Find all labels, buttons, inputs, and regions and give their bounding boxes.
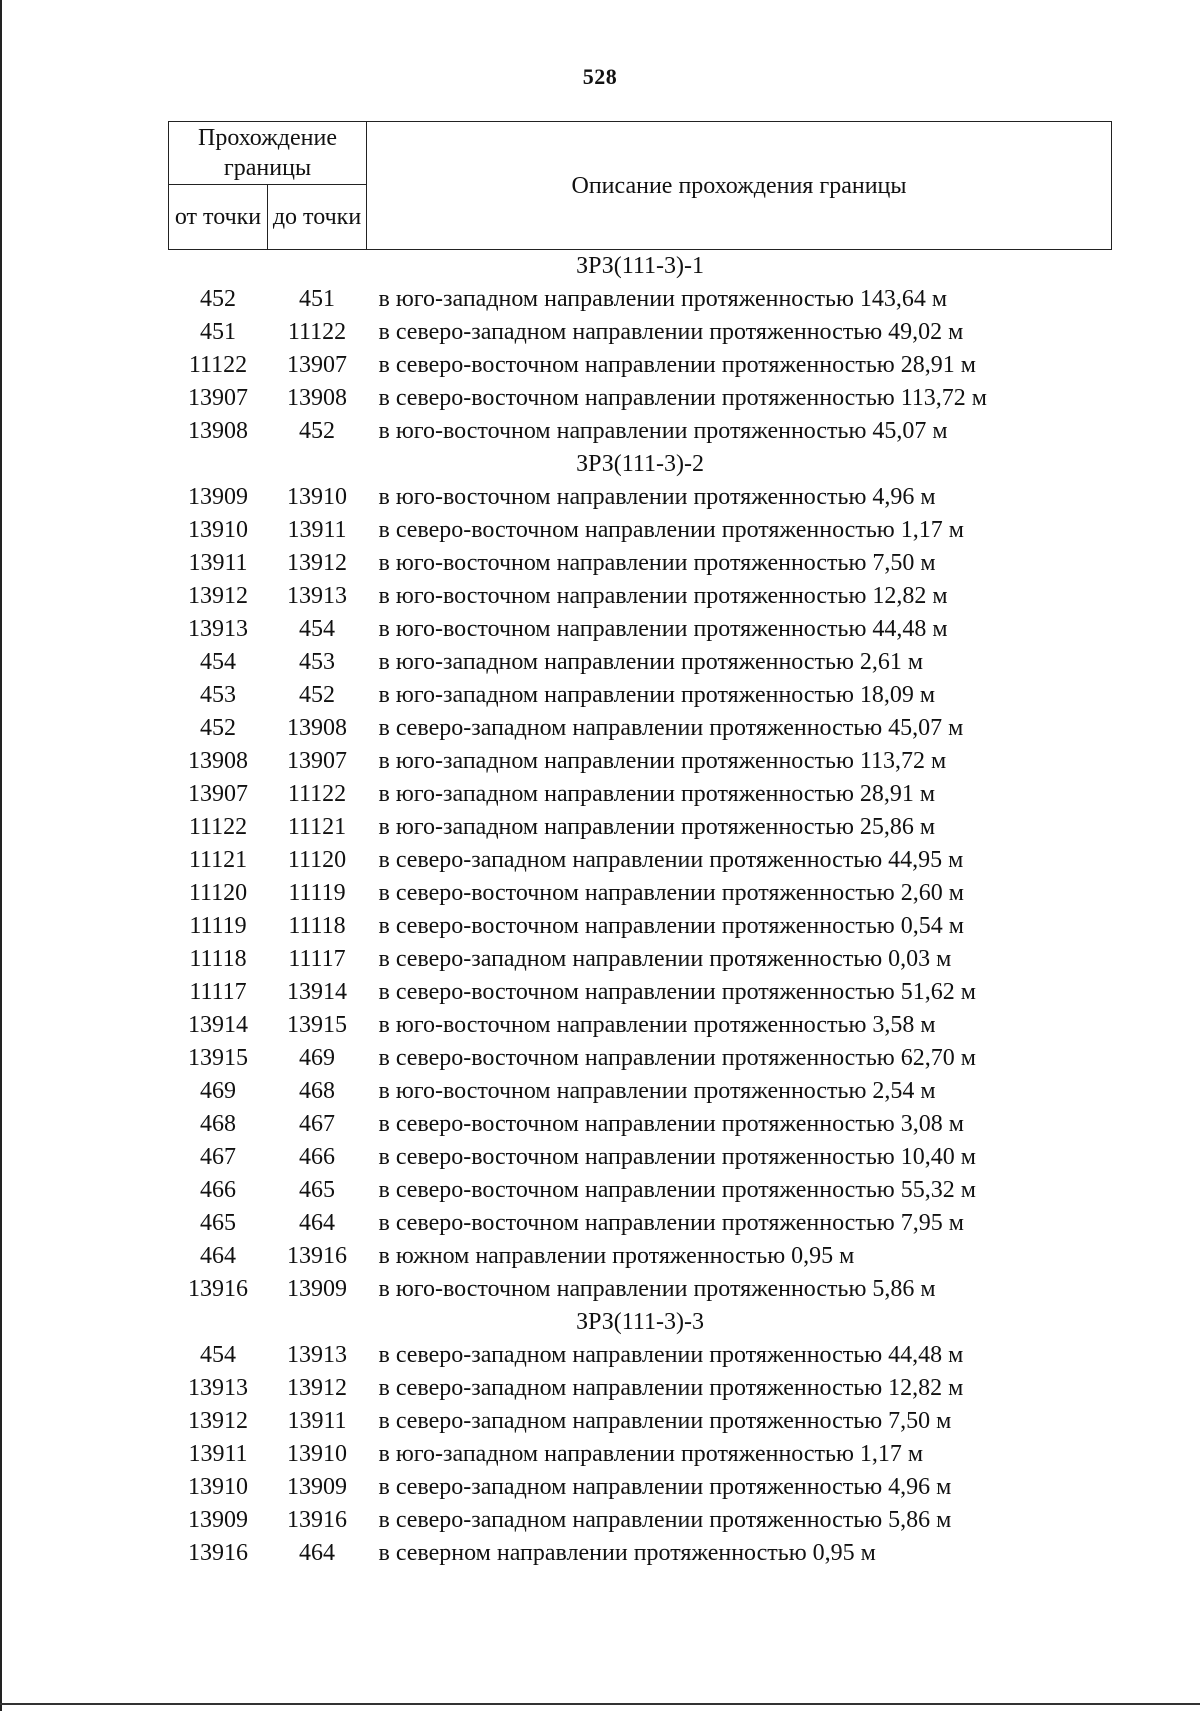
header-boundary-passage: Прохождение границы — [169, 122, 367, 185]
from-point-cell: 469 — [200, 1078, 236, 1104]
description-cell: в северо-восточном направлении протяженностью 0,54 м — [378, 913, 964, 939]
from-point-cell: 13912 — [188, 1408, 248, 1434]
table-row — [169, 844, 1112, 877]
to-point-cell: 464 — [299, 1210, 335, 1236]
description-cell: в северо-западном направлении протяженностью 49,02 м — [378, 319, 964, 345]
from-point-cell: 13907 — [188, 385, 248, 411]
to-point-cell: 453 — [299, 649, 335, 675]
description-cell: в северо-западном направлении протяженностью 12,82 м — [378, 1375, 964, 1401]
table-row — [169, 1042, 1112, 1075]
to-point-cell: 451 — [299, 286, 335, 312]
table-row — [169, 481, 1112, 514]
to-point-cell: 13915 — [287, 1012, 347, 1038]
table-row — [169, 1174, 1112, 1207]
header-to-point: до точки — [268, 185, 367, 250]
from-point-cell: 13916 — [188, 1276, 248, 1302]
table-row — [169, 382, 1112, 415]
description-cell: в юго-восточном направлении протяженностью 44,48 м — [378, 616, 948, 642]
description-cell: в северо-восточном направлении протяженностью 113,72 м — [378, 385, 987, 411]
from-point-cell: 13916 — [188, 1540, 248, 1566]
description-cell: в северо-восточном направлении протяженностью 7,95 м — [378, 1210, 964, 1236]
to-point-cell: 464 — [299, 1540, 335, 1566]
from-point-cell: 465 — [200, 1210, 236, 1236]
table-row — [169, 580, 1112, 613]
table-row — [169, 613, 1112, 646]
table-row — [169, 1471, 1112, 1504]
to-point-cell: 13914 — [287, 979, 347, 1005]
to-point-cell: 11122 — [287, 319, 347, 345]
from-point-cell: 11120 — [188, 880, 248, 906]
description-cell: в юго-восточном направлении протяженностью 7,50 м — [378, 550, 936, 576]
from-point-cell: 11119 — [189, 913, 247, 939]
to-point-cell: 467 — [299, 1111, 335, 1137]
description-cell: в северо-западном направлении протяженностью 7,50 м — [378, 1408, 952, 1434]
zone-title: ЗРЗ(111-3)-1 — [576, 253, 704, 279]
description-cell: в северо-восточном направлении протяженностью 55,32 м — [378, 1177, 976, 1203]
to-point-cell: 13916 — [287, 1507, 347, 1533]
from-point-cell: 13909 — [188, 1507, 248, 1533]
from-point-cell: 13910 — [188, 517, 248, 543]
to-point-cell: 13912 — [287, 550, 347, 576]
from-point-cell: 13907 — [188, 781, 248, 807]
to-point-cell: 11119 — [288, 880, 346, 906]
table-row — [169, 316, 1112, 349]
to-point-cell: 11121 — [287, 814, 347, 840]
from-point-cell: 13908 — [188, 748, 248, 774]
to-point-cell: 13913 — [287, 583, 347, 609]
description-cell: в юго-западном направлении протяженностью 113,72 м — [378, 748, 947, 774]
zone-header-row — [169, 250, 1112, 284]
from-point-cell: 466 — [200, 1177, 236, 1203]
to-point-cell: 13910 — [287, 484, 347, 510]
description-cell: в юго-западном направлении протяженностью 143,64 м — [378, 286, 948, 312]
from-point-cell: 11122 — [188, 814, 248, 840]
table-row — [169, 778, 1112, 811]
table-row — [169, 1339, 1112, 1372]
table-row — [169, 1504, 1112, 1537]
from-point-cell: 13914 — [188, 1012, 248, 1038]
to-point-cell: 13911 — [287, 517, 347, 543]
table-row — [169, 1141, 1112, 1174]
table-row — [169, 415, 1112, 448]
to-point-cell: 452 — [299, 682, 335, 708]
description-cell: в северо-западном направлении протяженностью 44,95 м — [378, 847, 964, 873]
to-point-cell: 13907 — [287, 748, 347, 774]
table-row — [169, 679, 1112, 712]
table-row — [169, 646, 1112, 679]
table-row — [169, 514, 1112, 547]
scan-edge-left — [0, 0, 2, 1711]
from-point-cell: 464 — [200, 1243, 236, 1269]
description-cell: в северо-западном направлении протяженностью 44,48 м — [378, 1342, 964, 1368]
boundary-table — [168, 121, 1112, 1570]
table-row — [169, 1273, 1112, 1306]
scan-edge-bottom — [0, 1703, 1200, 1705]
description-cell: в северо-восточном направлении протяженностью 28,91 м — [378, 352, 976, 378]
from-point-cell: 452 — [200, 715, 236, 741]
to-point-cell: 466 — [299, 1144, 335, 1170]
zone-title: ЗРЗ(111-3)-2 — [576, 451, 704, 477]
description-cell: в северо-восточном направлении протяженностью 62,70 м — [378, 1045, 976, 1071]
description-cell: в северо-восточном направлении протяженностью 1,17 м — [378, 517, 964, 543]
table-row — [169, 547, 1112, 580]
description-cell: в юго-восточном направлении протяженностью 2,54 м — [378, 1078, 936, 1104]
description-cell: в юго-западном направлении протяженностью 18,09 м — [378, 682, 936, 708]
table-row — [169, 910, 1112, 943]
from-point-cell: 13908 — [188, 418, 248, 444]
table-row — [169, 349, 1112, 382]
description-cell: в северо-восточном направлении протяженностью 2,60 м — [378, 880, 964, 906]
description-cell: в юго-восточном направлении протяженностью 3,58 м — [378, 1012, 936, 1038]
table-row — [169, 1207, 1112, 1240]
description-cell: в северном направлении протяженностью 0,95 м — [378, 1540, 876, 1566]
description-cell: в северо-западном направлении протяженностью 4,96 м — [378, 1474, 952, 1500]
table-row — [169, 1108, 1112, 1141]
table-row — [169, 877, 1112, 910]
description-cell: в северо-восточном направлении протяженностью 3,08 м — [378, 1111, 964, 1137]
to-point-cell: 13909 — [287, 1474, 347, 1500]
zone-header-row — [169, 448, 1112, 481]
from-point-cell: 11122 — [188, 352, 248, 378]
to-point-cell: 11117 — [288, 946, 346, 972]
from-point-cell: 13911 — [188, 550, 248, 576]
table-row — [169, 1537, 1112, 1570]
header-from-point: от точки — [169, 185, 268, 250]
to-point-cell: 13916 — [287, 1243, 347, 1269]
description-cell: в юго-западном направлении протяженностью 1,17 м — [378, 1441, 924, 1467]
description-cell: в северо-западном направлении протяженностью 45,07 м — [378, 715, 964, 741]
table-row — [169, 1009, 1112, 1042]
description-cell: в северо-восточном направлении протяженностью 51,62 м — [378, 979, 976, 1005]
from-point-cell: 454 — [200, 1342, 236, 1368]
description-cell: в юго-восточном направлении протяженностью 5,86 м — [378, 1276, 936, 1302]
table-row — [169, 1405, 1112, 1438]
table-row — [169, 1372, 1112, 1405]
from-point-cell: 11118 — [189, 946, 247, 972]
to-point-cell: 13908 — [287, 385, 347, 411]
description-cell: в северо-восточном направлении протяженностью 10,40 м — [378, 1144, 976, 1170]
description-cell: в юго-восточном направлении протяженностью 4,96 м — [378, 484, 936, 510]
table-row — [169, 976, 1112, 1009]
from-point-cell: 451 — [200, 319, 236, 345]
from-point-cell: 11117 — [189, 979, 247, 1005]
table-row — [169, 811, 1112, 844]
to-point-cell: 11118 — [288, 913, 346, 939]
description-cell: в юго-западном направлении протяженностью 2,61 м — [378, 649, 924, 675]
table-row — [169, 712, 1112, 745]
from-point-cell: 454 — [200, 649, 236, 675]
table-row — [169, 1438, 1112, 1471]
description-cell: в южном направлении протяженностью 0,95 м — [378, 1243, 855, 1269]
to-point-cell: 13911 — [287, 1408, 347, 1434]
table-row — [169, 943, 1112, 976]
to-point-cell: 13912 — [287, 1375, 347, 1401]
to-point-cell: 11120 — [287, 847, 347, 873]
from-point-cell: 13913 — [188, 616, 248, 642]
from-point-cell: 13913 — [188, 1375, 248, 1401]
from-point-cell: 13915 — [188, 1045, 248, 1071]
to-point-cell: 13908 — [287, 715, 347, 741]
from-point-cell: 13912 — [188, 583, 248, 609]
from-point-cell: 13909 — [188, 484, 248, 510]
to-point-cell: 465 — [299, 1177, 335, 1203]
zone-header-row — [169, 1306, 1112, 1339]
table-body — [169, 250, 1112, 1571]
page-number: 528 — [582, 64, 618, 89]
from-point-cell: 453 — [200, 682, 236, 708]
zone-title: ЗРЗ(111-3)-3 — [576, 1309, 704, 1335]
to-point-cell: 13909 — [287, 1276, 347, 1302]
table-row — [169, 1075, 1112, 1108]
from-point-cell: 452 — [200, 286, 236, 312]
to-point-cell: 11122 — [287, 781, 347, 807]
to-point-cell: 452 — [299, 418, 335, 444]
table-row — [169, 745, 1112, 778]
table-row — [169, 283, 1112, 316]
from-point-cell: 13911 — [188, 1441, 248, 1467]
from-point-cell: 468 — [200, 1111, 236, 1137]
to-point-cell: 468 — [299, 1078, 335, 1104]
description-cell: в юго-западном направлении протяженностью 25,86 м — [378, 814, 936, 840]
header-description: Описание прохождения границы — [367, 122, 1112, 250]
from-point-cell: 467 — [200, 1144, 236, 1170]
description-cell: в юго-восточном направлении протяженностью 45,07 м — [378, 418, 948, 444]
to-point-cell: 13910 — [287, 1441, 347, 1467]
table-row — [169, 1240, 1112, 1273]
to-point-cell: 454 — [299, 616, 335, 642]
to-point-cell: 469 — [299, 1045, 335, 1071]
to-point-cell: 13907 — [287, 352, 347, 378]
description-cell: в юго-западном направлении протяженностью 28,91 м — [378, 781, 936, 807]
description-cell: в юго-восточном направлении протяженностью 12,82 м — [378, 583, 948, 609]
table-header — [169, 122, 1112, 250]
description-cell: в северо-западном направлении протяженностью 5,86 м — [378, 1507, 952, 1533]
from-point-cell: 13910 — [188, 1474, 248, 1500]
to-point-cell: 13913 — [287, 1342, 347, 1368]
description-cell: в северо-западном направлении протяженностью 0,03 м — [378, 946, 952, 972]
from-point-cell: 11121 — [188, 847, 248, 873]
